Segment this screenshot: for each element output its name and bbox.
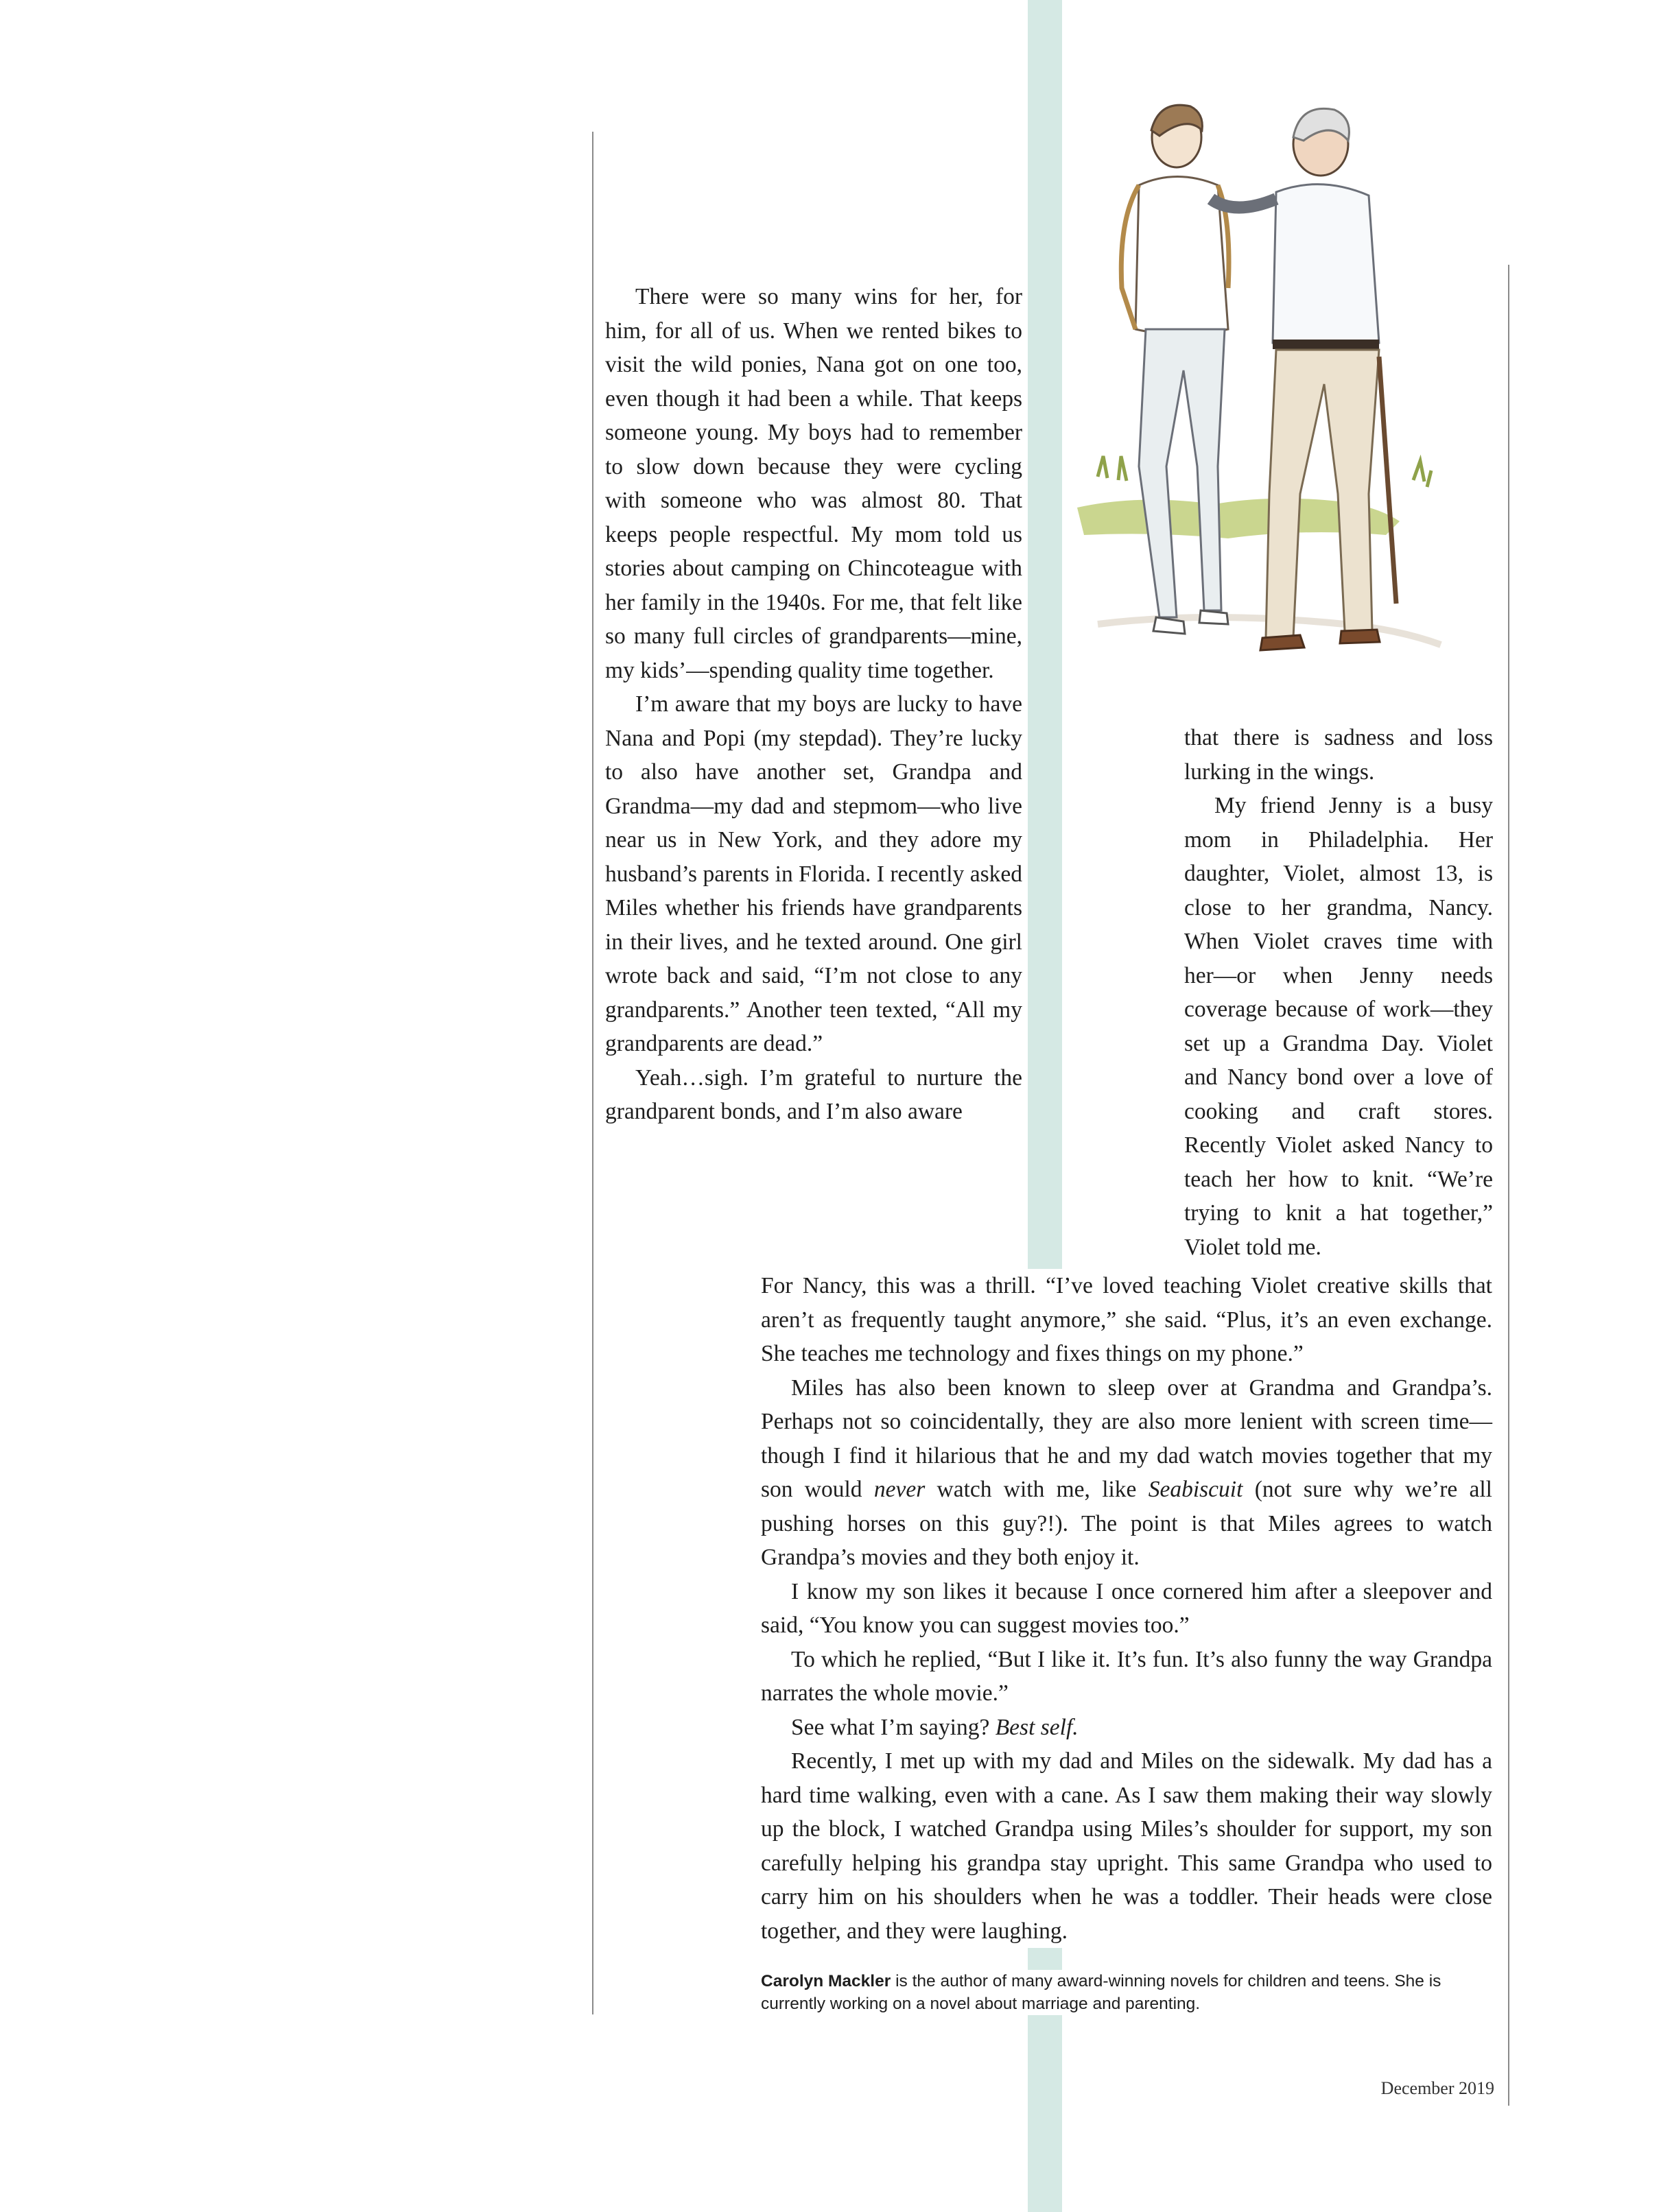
text-run: Miles has also been known to sleep over at Grandma and Grandpa’s. Perhaps not so coincidentally, they are also more lenient with screen time—though I find it hilarious that he and my dad watch movies together that my son would bbox=[761, 1375, 1492, 1502]
paragraph bbox=[761, 1711, 1492, 1745]
movie-title: Seabiscuit bbox=[1148, 1477, 1243, 1502]
paragraph bbox=[761, 1371, 1492, 1575]
author-bio bbox=[761, 1970, 1492, 2015]
grandparent-illustration bbox=[1057, 82, 1482, 727]
emphasis-best-self: Best self. bbox=[995, 1714, 1079, 1740]
left-column-rule bbox=[592, 132, 593, 2014]
author-bio-text: is the author of many award-winning novels for children and teens. She is currently working on a novel about marriage and parenting. bbox=[761, 1972, 1441, 2013]
paragraph: I know my son likes it because I once cornered him after a sleepover and said, “You know you can suggest movies too.” bbox=[761, 1578, 1492, 1638]
right-margin-rule bbox=[1508, 265, 1509, 2106]
paragraph: For Nancy, this was a thrill. “I’ve loved teaching Violet creative skills that aren’t as frequently taught anymore,” she said. “Plus, it’s an even exchange. She teaches me technology and fixes things on my phone.” bbox=[761, 1273, 1492, 1366]
author-name: Carolyn Mackler bbox=[761, 1972, 891, 1990]
paragraph: I’m aware that my boys are lucky to have Nana and Popi (my stepdad). They’re lucky to also have another set, Grandpa and Grandma—my dad and stepmom—who live near us in New York, and they adore my husband’s parents in Florida. I recently asked Miles whether his friends have grandparents in their lives, and he texted around. One girl wrote back and said, “I’m not close to any grandparents.” Another teen texted, “All my grandparents are dead.” bbox=[605, 691, 1022, 1056]
text-run: (not sure why we’re all pushing horses on this guy?!). The point is that Miles agrees to watch Grandpa’s movies and they both enjoy it. bbox=[761, 1477, 1492, 1570]
text-run: watch with me, like bbox=[925, 1477, 1149, 1502]
emphasis-never: never bbox=[873, 1477, 926, 1502]
issue-date: December 2019 bbox=[1380, 2078, 1494, 2098]
right-text-column bbox=[1184, 721, 1493, 1264]
text-run: See what I’m saying? bbox=[791, 1714, 996, 1740]
paragraph: that there is sadness and loss lurking in the wings. bbox=[1184, 725, 1493, 785]
left-text-column bbox=[605, 280, 1022, 1133]
paragraph: There were so many wins for her, for him, for all of us. When we rented bikes to visit the wild ponies, Nana got on one too, even though it had been a while. That keeps someone young. My boys had to remember to slow down because they were cycling with someone who was almost 80. That keeps people respectful. My mom told us stories about camping on Chincoteague with her family in the 1940s. For me, that felt like so many full circles of grandparents—mine, my kids’—spending quality time together. bbox=[605, 284, 1022, 683]
grandpa-figure bbox=[1211, 108, 1396, 650]
paragraph: Yeah…sigh. I’m grateful to nurture the grandparent bonds, and I’m also aware bbox=[605, 1065, 1022, 1124]
bottom-text-column bbox=[761, 1269, 1492, 1948]
paragraph: My friend Jenny is a busy mom in Philadelphia. Her daughter, Violet, almost 13, is close to her grandma, Nancy. When Violet craves time with her—or when Jenny needs coverage because of work—they set up a Grandma Day. Violet and Nancy bond over a love of cooking and craft stores. Recently Violet asked Nancy to teach her how to knit. “We’re trying to knit a hat together,” Violet told me. bbox=[1184, 793, 1493, 1260]
grandson-figure bbox=[1121, 105, 1229, 634]
paragraph: To which he replied, “But I like it. It’s fun. It’s also funny the way Grandpa narrates the whole movie.” bbox=[761, 1646, 1492, 1706]
paragraph: Recently, I met up with my dad and Miles on the sidewalk. My dad has a hard time walking, even with a cane. As I saw them making their way slowly up the block, I watched Grandpa using Miles’s shoulder for support, my son carefully helping his grandpa stay upright. This same Grandpa who used to carry him on his shoulders when he was a toddler. Their heads were close together, and they were laughing. bbox=[761, 1748, 1492, 1944]
